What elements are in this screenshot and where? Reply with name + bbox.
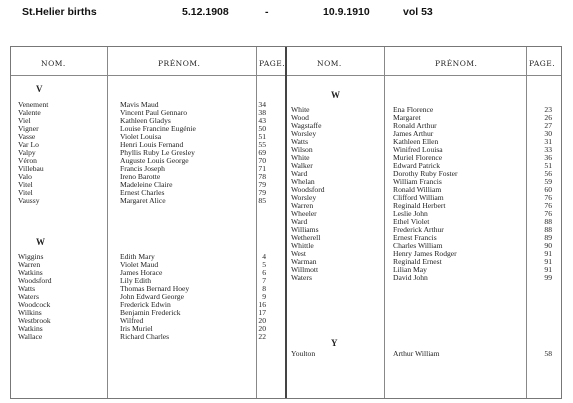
table-row: [0, 130, 573, 138]
surname-cell: Whelan: [291, 177, 315, 186]
table-row: [0, 293, 573, 301]
left-section-letter: W: [36, 237, 45, 247]
surname-cell: Vaussy: [18, 196, 40, 205]
page-number-cell: 55: [258, 140, 266, 149]
page-number-cell: 4: [262, 252, 266, 261]
surname-cell: Waters: [18, 292, 39, 301]
page-number-cell: 59: [544, 177, 552, 186]
forename-cell: David John: [393, 273, 428, 282]
page-number-cell: 38: [258, 108, 266, 117]
surname-cell: Wiggins: [18, 252, 44, 261]
forename-cell: Ernest Francis: [393, 233, 437, 242]
surname-cell: Waters: [291, 273, 312, 282]
surname-cell: Williams: [291, 225, 319, 234]
forename-cell: Francis Joseph: [120, 164, 165, 173]
forename-cell: Kathleen Gladys: [120, 116, 171, 125]
page-number-cell: 7: [262, 276, 266, 285]
left-nom-header: NOM.: [41, 59, 66, 68]
forename-cell: Lilian May: [393, 265, 427, 274]
forename-cell: James Horace: [120, 268, 163, 277]
forename-cell: Auguste Louis George: [120, 156, 189, 165]
header-start-date: 5.12.1908: [182, 6, 229, 18]
table-row: [0, 309, 573, 317]
table-row: [0, 106, 573, 114]
surname-cell: Véron: [18, 156, 37, 165]
surname-cell: Youlton: [291, 349, 316, 358]
table-row: [0, 258, 573, 266]
surname-cell: Watts: [18, 284, 36, 293]
surname-cell: Var Lo: [18, 140, 39, 149]
surname-cell: Whittle: [291, 241, 314, 250]
page-number-cell: 88: [544, 217, 552, 226]
table-row: [0, 122, 573, 130]
forename-cell: Leslie John: [393, 209, 428, 218]
forename-cell: Iris Muriel: [120, 324, 153, 333]
left-section-letter: V: [36, 84, 43, 94]
surname-cell: Woodsford: [18, 276, 52, 285]
surname-cell: Wilkins: [18, 308, 42, 317]
table-row: [0, 250, 573, 258]
forename-cell: Ronald William: [393, 185, 442, 194]
table-row: [0, 285, 573, 293]
surname-cell: Vitel: [18, 180, 33, 189]
table-row: [0, 350, 573, 358]
forename-cell: Wilfred: [120, 316, 144, 325]
header-place: St.Helier births: [22, 6, 97, 18]
surname-cell: Warren: [18, 260, 41, 269]
table-row: [0, 301, 573, 309]
table-row: [0, 333, 573, 341]
page-number-cell: 9: [262, 292, 266, 301]
forename-cell: Ernest Charles: [120, 188, 165, 197]
page-number-cell: 56: [544, 169, 552, 178]
page-number-cell: 50: [258, 124, 266, 133]
left-page-header: PAGE.: [259, 59, 286, 68]
forename-cell: Margaret: [393, 113, 421, 122]
surname-cell: White: [291, 105, 310, 114]
page-number-cell: 76: [544, 193, 552, 202]
forename-cell: Mavis Maud: [120, 100, 159, 109]
forename-cell: Winifred Louisa: [393, 145, 443, 154]
surname-cell: Warman: [291, 257, 317, 266]
forename-cell: Arthur William: [393, 349, 440, 358]
surname-cell: Willmott: [291, 265, 319, 274]
surname-cell: Woodsford: [291, 185, 325, 194]
surname-cell: Wetherell: [291, 233, 321, 242]
surname-cell: Worsley: [291, 193, 317, 202]
page-number-cell: 51: [544, 161, 552, 170]
table-row: [0, 170, 573, 178]
page-number-cell: 8: [262, 284, 266, 293]
surname-cell: Ward: [291, 217, 308, 226]
table-row: [0, 210, 573, 218]
table-row: [0, 154, 573, 162]
forename-cell: William Francis: [393, 177, 442, 186]
surname-cell: Watts: [291, 137, 309, 146]
forename-cell: Ireno Barotte: [120, 172, 161, 181]
page-number-cell: 20: [258, 324, 266, 333]
page-number-cell: 31: [544, 137, 552, 146]
forename-cell: Kathleen Ellen: [393, 137, 439, 146]
forename-cell: Violet Maud: [120, 260, 159, 269]
surname-cell: West: [291, 249, 306, 258]
page-number-cell: 22: [258, 332, 266, 341]
forename-cell: Frederick Edwin: [120, 300, 171, 309]
forename-cell: Margaret Alice: [120, 196, 166, 205]
table-row: [0, 178, 573, 186]
page-number-cell: 78: [258, 172, 266, 181]
surname-cell: Viel: [18, 116, 31, 125]
forename-cell: Thomas Bernard Hoey: [120, 284, 190, 293]
table-row: [0, 202, 573, 210]
surname-cell: Venement: [18, 100, 49, 109]
page-number-cell: 76: [544, 201, 552, 210]
surname-cell: Vitel: [18, 188, 33, 197]
forename-cell: Lily Edith: [120, 276, 152, 285]
surname-cell: Warren: [291, 201, 314, 210]
page-number-cell: 90: [544, 241, 552, 250]
forename-cell: Vincent Paul Gennaro: [120, 108, 188, 117]
surname-cell: Villebau: [18, 164, 44, 173]
page-number-cell: 88: [544, 225, 552, 234]
forename-cell: Reginald Herbert: [393, 201, 446, 210]
right-page-header: PAGE.: [529, 59, 556, 68]
page-number-cell: 70: [258, 156, 266, 165]
forename-cell: Edward Patrick: [393, 161, 441, 170]
page-number-cell: 60: [544, 185, 552, 194]
page-number-cell: 91: [544, 257, 552, 266]
forename-cell: Ronald Arthur: [393, 121, 437, 130]
table-row: [0, 194, 573, 202]
table-row: [0, 218, 573, 226]
page-number-cell: 91: [544, 249, 552, 258]
table-row: [0, 146, 573, 154]
table-row: [0, 317, 573, 325]
page-number-cell: 91: [544, 265, 552, 274]
table-row: [0, 138, 573, 146]
header-separator: -: [265, 6, 269, 18]
forename-cell: James Arthur: [393, 129, 434, 138]
surname-cell: Wood: [291, 113, 309, 122]
surname-cell: Watkins: [18, 324, 43, 333]
page-number-cell: 17: [258, 308, 266, 317]
surname-cell: Wallace: [18, 332, 43, 341]
surname-cell: Vasse: [18, 132, 36, 141]
forename-cell: Henry James Rodger: [393, 249, 457, 258]
forename-cell: Dorothy Ruby Foster: [393, 169, 458, 178]
page-number-cell: 85: [258, 196, 266, 205]
table-row: [0, 234, 573, 242]
table-row: [0, 274, 573, 282]
forename-cell: Benjamin Frederick: [120, 308, 181, 317]
page-number-cell: 33: [544, 145, 552, 154]
forename-cell: Henri Louis Fernand: [120, 140, 184, 149]
header-end-date: 10.9.1910: [323, 6, 370, 18]
forename-cell: Phyllis Ruby Le Gresley: [120, 148, 195, 157]
table-row: [0, 242, 573, 250]
table-row: [0, 325, 573, 333]
table-row: [0, 226, 573, 234]
forename-cell: Ena Florence: [393, 105, 434, 114]
forename-cell: Violet Louisa: [120, 132, 162, 141]
surname-cell: Vigner: [18, 124, 39, 133]
right-prenom-header: PRÉNOM.: [435, 59, 478, 68]
left-prenom-header: PRÉNOM.: [158, 59, 201, 68]
page-number-cell: 5: [262, 260, 266, 269]
surname-cell: Worsley: [291, 129, 317, 138]
surname-cell: Valpy: [18, 148, 36, 157]
forename-cell: Frederick Arthur: [393, 225, 444, 234]
table-row: [0, 186, 573, 194]
page-number-cell: 6: [262, 268, 266, 277]
page-number-cell: 26: [544, 113, 552, 122]
page-number-cell: 23: [544, 105, 552, 114]
page-number-cell: 43: [258, 116, 266, 125]
right-nom-header: NOM.: [317, 59, 342, 68]
surname-cell: Westbrook: [18, 316, 51, 325]
surname-cell: Valente: [18, 108, 41, 117]
page-number-cell: 58: [544, 349, 552, 358]
surname-cell: Woodcock: [18, 300, 51, 309]
surname-cell: Valo: [18, 172, 32, 181]
forename-cell: Muriel Florence: [393, 153, 443, 162]
surname-cell: Walker: [291, 161, 313, 170]
forename-cell: Richard Charles: [120, 332, 170, 341]
page-number-cell: 16: [258, 300, 266, 309]
page-number-cell: 36: [544, 153, 552, 162]
page-number-cell: 30: [544, 129, 552, 138]
forename-cell: Louise Francine Eugénie: [120, 124, 196, 133]
forename-cell: Clifford William: [393, 193, 444, 202]
surname-cell: Wheeler: [291, 209, 317, 218]
table-row: [0, 266, 573, 274]
page-number-cell: 51: [258, 132, 266, 141]
table-row: [0, 114, 573, 122]
surname-cell: Wagstaffe: [291, 121, 322, 130]
surname-cell: Ward: [291, 169, 308, 178]
page-number-cell: 27: [544, 121, 552, 130]
surname-cell: Wilson: [291, 145, 313, 154]
page-number-cell: 20: [258, 316, 266, 325]
surname-cell: Watkins: [18, 268, 43, 277]
page-number-cell: 71: [258, 164, 266, 173]
right-section-letter: W: [331, 90, 340, 100]
page-number-cell: 34: [258, 100, 266, 109]
surname-cell: White: [291, 153, 310, 162]
forename-cell: Charles William: [393, 241, 443, 250]
forename-cell: Edith Mary: [120, 252, 155, 261]
table-row: [0, 162, 573, 170]
forename-cell: Madeleine Claire: [120, 180, 173, 189]
page-number-cell: 79: [258, 180, 266, 189]
header-volume: vol 53: [403, 6, 433, 18]
forename-cell: John Edward George: [120, 292, 184, 301]
forename-cell: Ethel Violet: [393, 217, 430, 226]
page-number-cell: 69: [258, 148, 266, 157]
page-number-cell: 99: [544, 273, 552, 282]
page-number-cell: 89: [544, 233, 552, 242]
page-number-cell: 76: [544, 209, 552, 218]
right-section-letter: Y: [331, 338, 338, 348]
forename-cell: Reginald Ernest: [393, 257, 442, 266]
page-number-cell: 79: [258, 188, 266, 197]
